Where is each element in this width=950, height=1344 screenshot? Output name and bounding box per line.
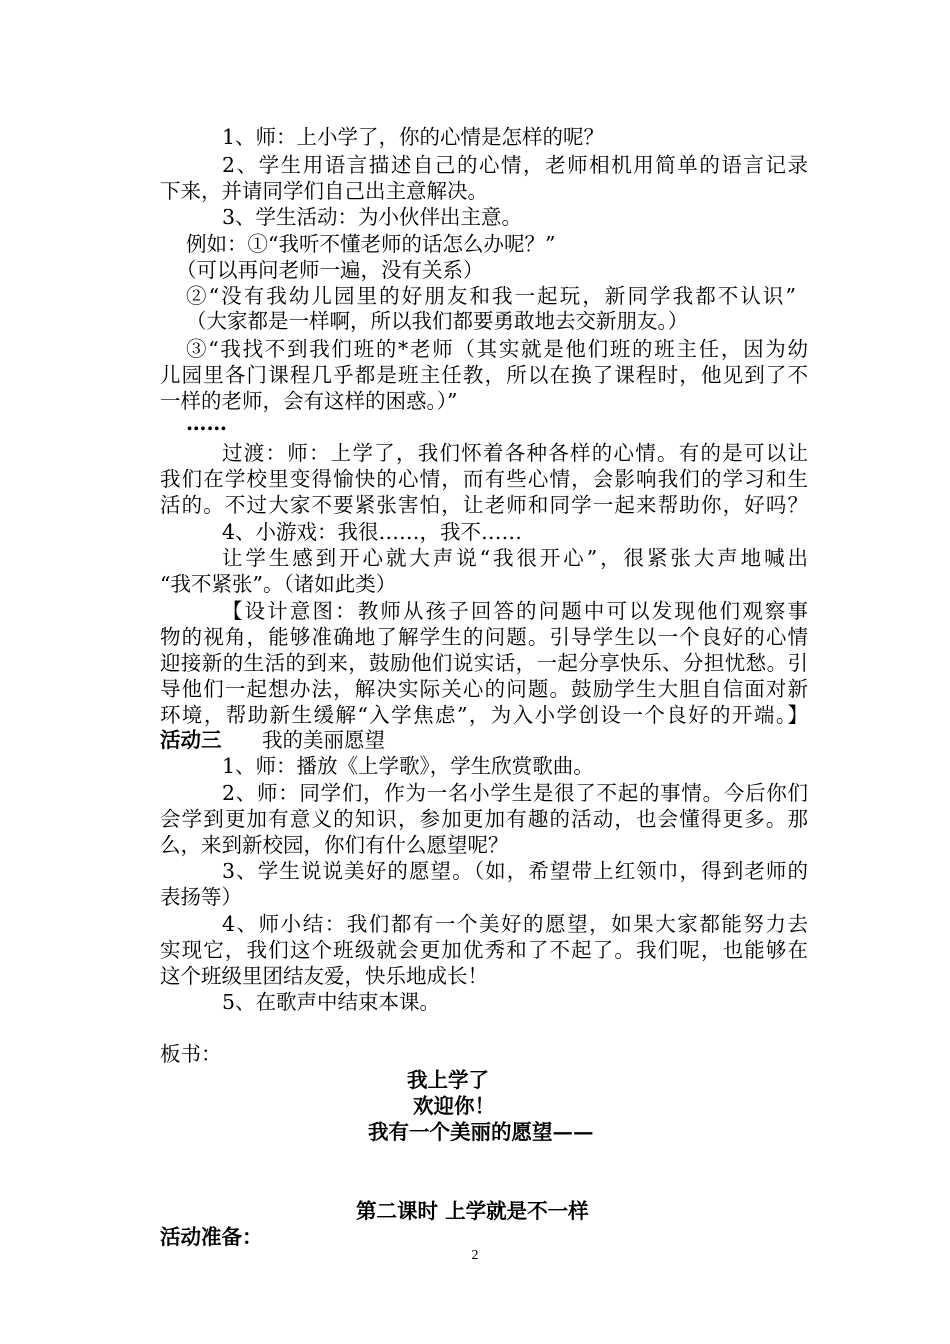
text-line: 表扬等）	[160, 885, 242, 909]
text-line: 导他们一起想办法，解决实际关心的问题。鼓励学生大胆自信面对新	[160, 677, 808, 701]
text-line: 我们在学校里变得愉快的心情，而有些心情，会影响我们的学习和生	[160, 467, 808, 491]
text-line: 实现它，我们这个班级就会更加优秀和了不起了。我们呢，也能够在	[160, 938, 808, 962]
text-line: （可以再问老师一遍，没有关系）	[176, 258, 484, 282]
text-line: 一样的老师，会有这样的困惑。）”	[160, 389, 458, 413]
text-line: 这个班级里团结友爱，快乐地成长！	[160, 964, 488, 988]
board-label: 板书：	[160, 1042, 222, 1066]
text-line: 2、师：同学们，作为一名小学生是很了不起的事情。今后你们	[222, 781, 808, 805]
text-line: 5、在歌声中结束本课。	[222, 990, 441, 1014]
page-number: 2	[471, 1248, 479, 1263]
text-line: 物的视角，能够准确地了解学生的问题。引导学生以一个良好的心情	[160, 625, 808, 649]
text-line: 下来，并请同学们自己出主意解决。	[160, 179, 488, 203]
text-line: 2、学生用语言描述自己的心情，老师相机用简单的语言记录	[222, 153, 808, 177]
text-line: 例如：①“我听不懂老师的话怎么办呢？”	[186, 232, 556, 256]
text-line: 让学生感到开心就大声说“我很开心”，很紧张大声地喊出	[222, 546, 808, 570]
ellipsis: ……	[186, 411, 227, 435]
activity-heading-title: 我的美丽愿望	[262, 728, 385, 752]
text-line: 4、小游戏：我很……，我不……	[222, 520, 523, 544]
section-label: 活动准备：	[160, 1225, 263, 1249]
board-line: 我上学了	[407, 1068, 489, 1092]
text-line: 环境，帮助新生缓解“入学焦虑”，为入小学创设一个良好的开端。】	[160, 703, 808, 727]
activity-heading-label: 活动三	[160, 728, 222, 752]
text-line: 活的。不过大家不要紧张害怕，让老师和同学一起来帮助你，好吗？	[160, 493, 808, 517]
board-line: 我有一个美丽的愿望——	[368, 1120, 594, 1144]
text-line: 3、学生说说美好的愿望。（如，希望带上红领巾，得到老师的	[222, 859, 808, 883]
text-line: 会学到更加有意义的知识，参加更加有趣的活动，也会懂得更多。那	[160, 807, 808, 831]
text-line: （大家都是一样啊，所以我们都要勇敢地去交新朋友。）	[186, 309, 689, 333]
text-line: 1、师：播放《上学歌》，学生欣赏歌曲。	[222, 754, 594, 778]
lesson-title: 第二课时 上学就是不一样	[356, 1199, 589, 1223]
text-line: 么，来到新校园，你们有什么愿望呢？	[160, 833, 509, 857]
text-line: 迎接新的生活的到来，鼓励他们说实话，一起分享快乐、分担忧愁。引	[160, 651, 808, 675]
board-line: 欢迎你！	[413, 1094, 495, 1118]
text-line: ③“我找不到我们班的*老师（其实就是他们班的班主任，因为幼	[186, 337, 808, 361]
text-line: 1、师：上小学了，你的心情是怎样的呢？	[222, 125, 605, 149]
text-line: “我不紧张”。（诸如此类）	[160, 572, 397, 596]
text-line: 儿园里各门课程几乎都是班主任教，所以在换了课程时，他见到了不	[160, 363, 808, 387]
text-line: ②“没有我幼儿园里的好朋友和我一起玩，新同学我都不认识”	[186, 284, 796, 308]
text-line: 过渡：师：上学了，我们怀着各种各样的心情。有的是可以让	[222, 441, 808, 465]
text-line: 4、师小结：我们都有一个美好的愿望，如果大家都能努力去	[222, 912, 808, 936]
text-line: 【设计意图：教师从孩子回答的问题中可以发现他们观察事	[222, 599, 808, 623]
text-line: 3、学生活动：为小伙伴出主意。	[222, 205, 523, 229]
